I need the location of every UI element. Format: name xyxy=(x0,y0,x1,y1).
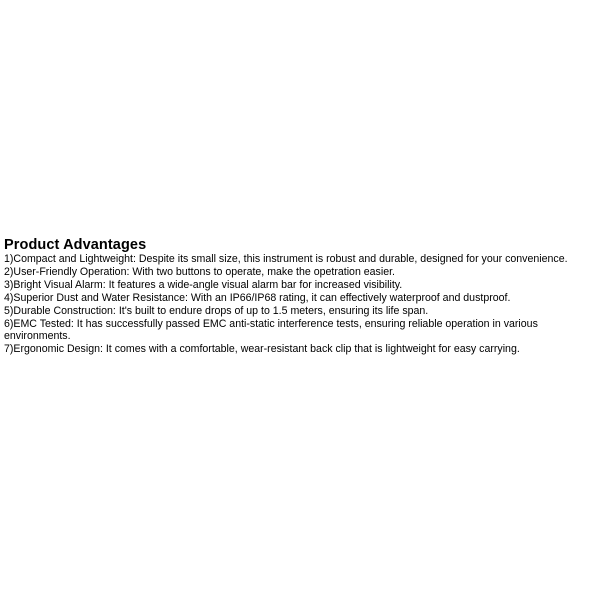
advantage-item-4: 4)Superior Dust and Water Resistance: With an IP66/IP68 rating, it can effectively waterproof and dustproof. xyxy=(4,291,511,304)
advantage-item-3: 3)Bright Visual Alarm: It features a wide-angle visual alarm bar for increased visibility. xyxy=(4,278,403,291)
advantage-item-7: 7)Ergonomic Design: It comes with a comfortable, wear-resistant back clip that is lightweight for easy carrying. xyxy=(4,343,520,356)
advantage-item-2: 2)User-Friendly Operation: With two buttons to operate, make the opetration easier. xyxy=(4,265,395,278)
advantage-item-5: 5)Durable Construction: It's built to endure drops of up to 1.5 meters, ensuring its life span. xyxy=(4,304,429,317)
advantages-list xyxy=(4,253,592,356)
product-advantages-section xyxy=(4,237,592,356)
section-title: Product Advantages xyxy=(4,237,147,253)
advantage-item-6: 6)EMC Tested: It has successfully passed EMC anti-static interference tests, ensuring reliable operation in various environments. xyxy=(4,317,538,343)
advantage-item-1: 1)Compact and Lightweight: Despite its small size, this instrument is robust and durable, designed for your convenience. xyxy=(4,253,568,265)
